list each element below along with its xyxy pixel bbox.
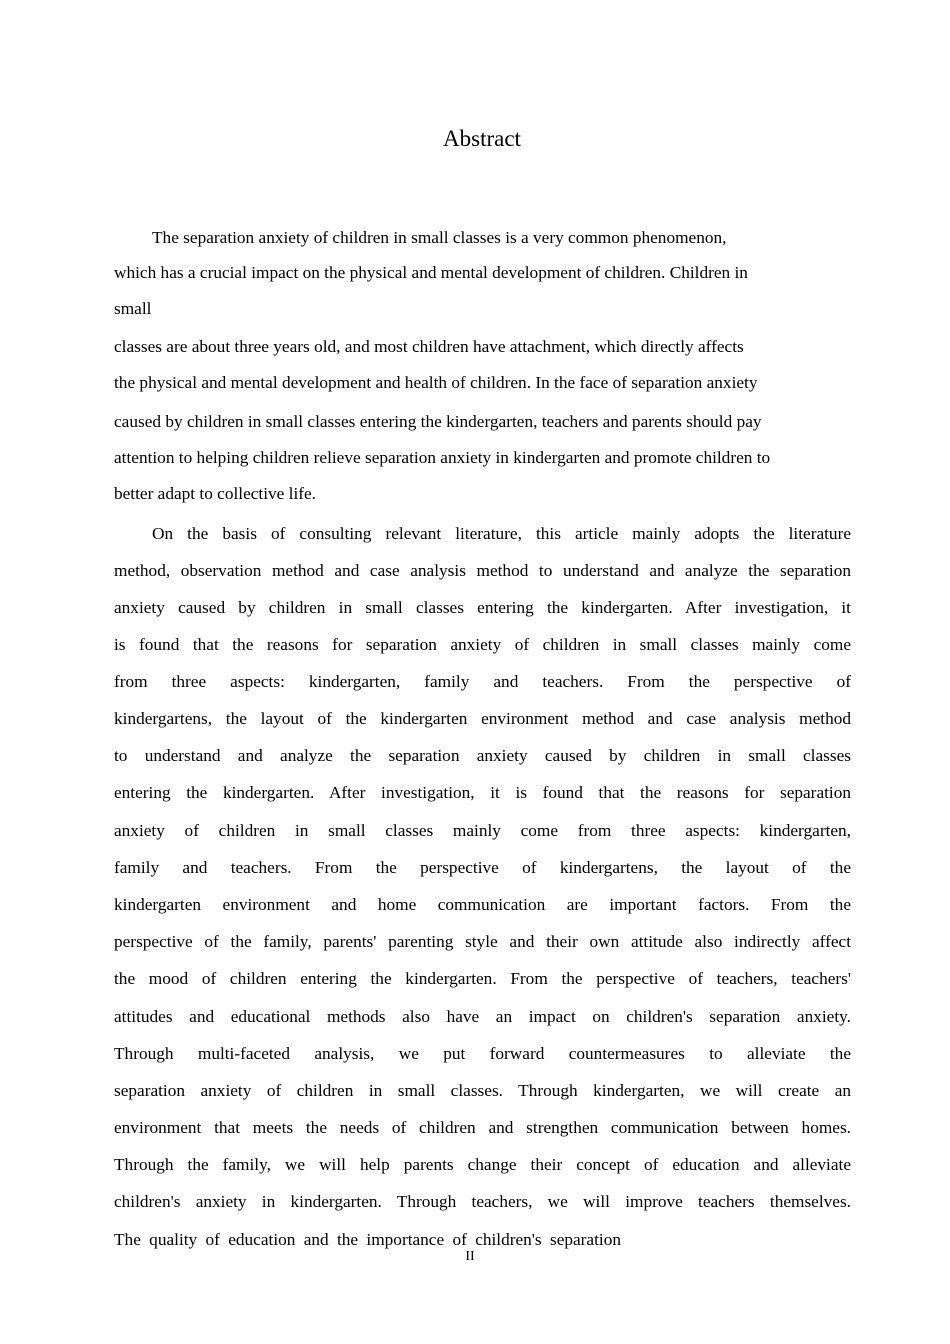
paragraph-2-line: children's anxiety in kindergarten. Through teachers, we will improve teachers themselves. bbox=[114, 1192, 851, 1211]
paragraph-1-line: which has a crucial impact on the physical and mental development of children. Children in bbox=[114, 263, 748, 282]
paragraph-2-line: On the basis of consulting relevant literature, this article mainly adopts the literature bbox=[152, 524, 851, 543]
page-number: II bbox=[465, 1249, 475, 1264]
paragraph-2-line: the mood of children entering the kindergarten. From the perspective of teachers, teachers' bbox=[114, 969, 851, 988]
paragraph-1-line: The separation anxiety of children in small classes is a very common phenomenon, bbox=[152, 228, 727, 247]
paragraph-2-line: environment that meets the needs of children and strengthen communication between homes. bbox=[114, 1118, 851, 1137]
paragraph-1-line: the physical and mental development and health of children. In the face of separation anxiety bbox=[114, 373, 758, 392]
paragraph-2-line: kindergarten environment and home communication are important factors. From the bbox=[114, 895, 851, 914]
paragraph-2-line: Through multi-faceted analysis, we put forward countermeasures to alleviate the bbox=[114, 1044, 851, 1063]
paragraph-2-line: perspective of the family, parents' parenting style and their own attitude also indirectly affect bbox=[114, 932, 851, 951]
paragraph-2-line: Through the family, we will help parents change their concept of education and alleviate bbox=[114, 1155, 851, 1174]
paragraph-2-line: attitudes and educational methods also have an impact on children's separation anxiety. bbox=[114, 1007, 851, 1026]
paragraph-2-line: anxiety of children in small classes mainly come from three aspects: kindergarten, bbox=[114, 821, 851, 840]
paragraph-2-line: family and teachers. From the perspective of kindergartens, the layout of the bbox=[114, 858, 851, 877]
paragraph-2-line: separation anxiety of children in small classes. Through kindergarten, we will create an bbox=[114, 1081, 851, 1100]
paragraph-2-line: to understand and analyze the separation anxiety caused by children in small classes bbox=[114, 746, 851, 765]
paragraph-1-line: small bbox=[114, 299, 152, 318]
paragraph-1-line: classes are about three years old, and most children have attachment, which directly affects bbox=[114, 337, 744, 356]
paragraph-1-line: attention to helping children relieve separation anxiety in kindergarten and promote children to bbox=[114, 448, 771, 467]
paragraph-2-line: entering the kindergarten. After investigation, it is found that the reasons for separation bbox=[114, 783, 851, 802]
paragraph-2-line: The quality of education and the importance of children's separation bbox=[114, 1230, 621, 1249]
paragraph-2-line: is found that the reasons for separation anxiety of children in small classes mainly come bbox=[114, 635, 851, 654]
paragraph-1-line: better adapt to collective life. bbox=[114, 484, 316, 503]
paragraph-1-line: caused by children in small classes entering the kindergarten, teachers and parents should pay bbox=[114, 412, 762, 431]
paragraph-2-line: kindergartens, the layout of the kindergarten environment method and case analysis method bbox=[114, 709, 851, 728]
paragraph-2-line: from three aspects: kindergarten, family and teachers. From the perspective of bbox=[114, 672, 851, 691]
paragraph-2-line: method, observation method and case analysis method to understand and analyze the separation bbox=[114, 561, 851, 580]
paragraph-2-line: anxiety caused by children in small classes entering the kindergarten. After investigation, it bbox=[114, 598, 851, 617]
page-title: Abstract bbox=[443, 126, 521, 151]
